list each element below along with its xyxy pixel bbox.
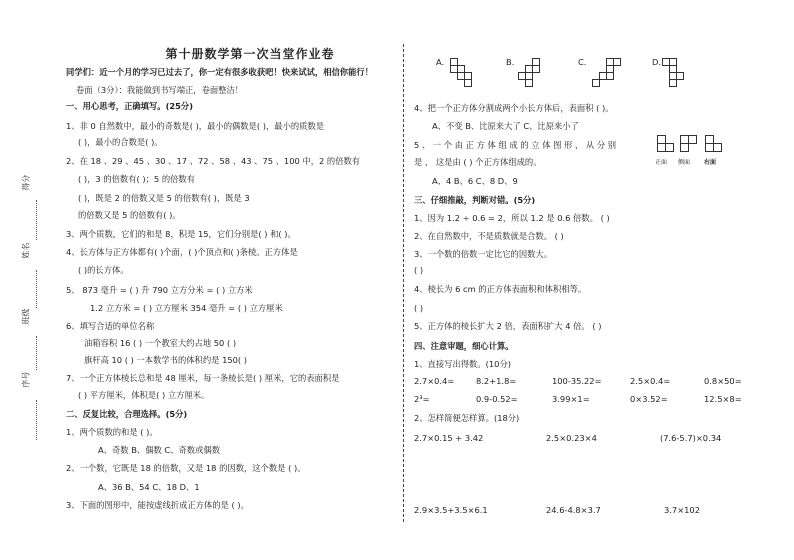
seat-line [36,400,38,440]
question-2-line-4: 的倍数又是 5 的倍数有( )。 [78,210,181,220]
net-figure-b [518,58,544,86]
choice-5-line-2: 是 ， 这是由 ( ) 个正方体组成的。 [414,157,542,167]
calc-row-1-item: 2.5×0.4= [630,376,671,386]
question-1-line-1: 1、非 0 自然数中，最小的奇数是( )，最小的偶数是( )，最小的质数是 [66,121,325,131]
choice-2-options: A、36 B、54 C、18 D、1 [98,482,200,492]
right-view-figure [705,135,729,157]
calc-row-1-item: 8.2+1.8= [476,376,517,386]
choice-4: 4、把一个正方体分割成两个小长方体后，表面积 ( )。 [414,103,614,113]
calc-row-2-item: 0.9-0.52= [476,394,518,404]
question-6-line-2: 旗杆高 10 ( ) 一本数学书的体积约是 150( ) [84,355,248,365]
page-title: 第十册数学第一次当堂作业卷 [165,47,335,61]
simplify-row-2-item: 24.6-4.8×3.7 [546,505,601,515]
judge-4-paren: ( ) [414,303,424,313]
judge-3-paren: ( ) [414,265,424,275]
simplify-row-1-item: (7.6-5.7)×0.34 [660,433,722,443]
question-2-line-2: ( )，3 的倍数有( )；5 的倍数有 [78,174,196,184]
question-6-line-1: 油箱容积 16 ( ) 一个教室大约占地 50 ( ) [84,338,237,348]
question-2-line-3: ( )，既是 2 的倍数又是 5 的倍数有( )，既是 3 [78,193,250,203]
question-7-line-2: ( ) 平方厘米，体积是( ) 立方厘米。 [78,390,210,400]
judge-5: 5、正方体的棱长扩大 2 倍，表面积扩大 4 倍。 ( ) [414,321,602,331]
question-3: 3、两个质数，它们的和是 8，积是 15，它们分别是( ) 和( )。 [66,229,296,239]
calc-row-2-item: 3.99×1= [552,394,590,404]
simplify-row-2-item: 3.7×102 [664,505,700,515]
question-7-line-1: 7、一个正方体棱长总和是 48 厘米，每一条棱长是( ) 厘米，它的表面积是 [66,373,340,383]
section-1-heading: 一、用心思考，正确填写。(25分) [66,101,193,111]
question-2-line-1: 2、在 18 、29 、45 、30 、17 、72 、58 、43 、75 、100 中，2 的倍数有 [66,156,361,166]
simplify-row-2-item: 2.9×3.5+3.5×6.1 [414,505,488,515]
front-view-figure [657,135,681,157]
intro-text: 同学们：近一个月的学习已过去了，你一定有很多收获吧！快来试试，相信你能行！ [66,67,373,77]
choice-5-line-1: 5 、 一 个 由 正 方 体 组 成 的 立 体 图 形 ， 从 分 别 [414,140,617,150]
question-4-line-1: 4、长方体与正方体都有( )个面，( )个顶点和( )条棱。正方体是 [66,247,298,257]
net-figure-d [662,58,684,86]
side-view-label: 侧面 [678,159,691,166]
question-1-line-2: ( )，最小的合数是( )。 [78,137,163,147]
score-label: 得分 [21,174,31,191]
section-2-heading: 二、反复比较，合理选择。(5分) [66,409,188,419]
name-label: 姓名 [21,242,31,259]
choice-1-options: A、奇数 B、偶数 C、奇数或偶数 [98,445,220,455]
calc-row-2-item: 2³= [414,394,430,404]
net-option-a-label: A. [436,57,445,67]
net-option-c-label: C. [578,57,587,67]
judge-1: 1、因为 1.2 ÷ 0.6 = 2，所以 1.2 是 0.6 倍数。 ( ) [414,213,610,223]
right-view-label: 右面 [704,159,717,166]
name-line [36,270,38,308]
column-divider [403,44,404,522]
question-4-line-2: ( )的长方体。 [78,265,129,275]
calc-row-1-item: 100-35.22= [552,376,602,386]
choice-3: 3、下面的图形中，能按虚线折成正方体的是 ( )。 [66,500,249,510]
score-line [36,200,38,240]
calc-row-1-item: 2.7×0.4= [414,376,455,386]
question-6: 6、填写合适的单位名称 [66,321,155,331]
net-option-d-label: D. [652,57,662,67]
choice-2: 2、一个数，它既是 18 的倍数，又是 18 的因数，这个数是 ( )。 [66,463,306,473]
seat-label: 序号 [21,371,31,388]
question-5-line-1: 5、 873 毫升 = ( ) 升 790 立方分米 = ( ) 立方米 [66,285,253,295]
choice-5-options: A、4 B、6 C、8 D、9 [432,176,518,186]
judge-2: 2、在自然数中，不是质数就是合数。 ( ) [414,231,564,241]
section-4-heading: 四、注意审题，细心计算。 [414,341,514,351]
simplify-row-1-item: 2.5×0.23×4 [546,433,597,443]
class-label: 班级 [21,308,31,325]
net-figure-a [450,58,476,86]
calc-row-1-item: 0.8×50= [704,376,742,386]
calc-2-heading: 2、怎样简便怎样算。(18分) [414,413,520,423]
calc-row-2-item: 0×3.52= [630,394,668,404]
net-option-b-label: B. [506,57,515,67]
side-view-figure [680,135,704,157]
choice-4-options: A、不变 B、比原来大了 C、比原来小了 [432,121,579,131]
section-3-heading: 三、仔细推敲，判断对错。(5分) [414,195,536,205]
choice-1: 1、两个质数的和是 ( )。 [66,427,158,437]
judge-4: 4、棱长为 6 cm 的正方体表面积和体积相等。 [414,284,587,294]
net-figure-c [592,58,622,86]
front-view-label: 正面 [655,159,668,166]
calc-1-heading: 1、直接写出得数。(10分) [414,359,511,369]
calc-row-2-item: 12.5×8= [704,394,742,404]
question-5-line-2: 1.2 立方米 = ( ) 立方厘米 354 毫升 = ( ) 立方厘米 [90,303,283,313]
simplify-row-1-item: 2.7×0.15 + 3.42 [414,433,484,443]
neatness-note: 卷面（3分）：我能做到书写端正，卷面整洁！ [76,85,244,95]
class-line [36,336,38,370]
binding-strip [8,0,38,560]
judge-3: 3、一个数的倍数一定比它的因数大。 [414,249,553,259]
